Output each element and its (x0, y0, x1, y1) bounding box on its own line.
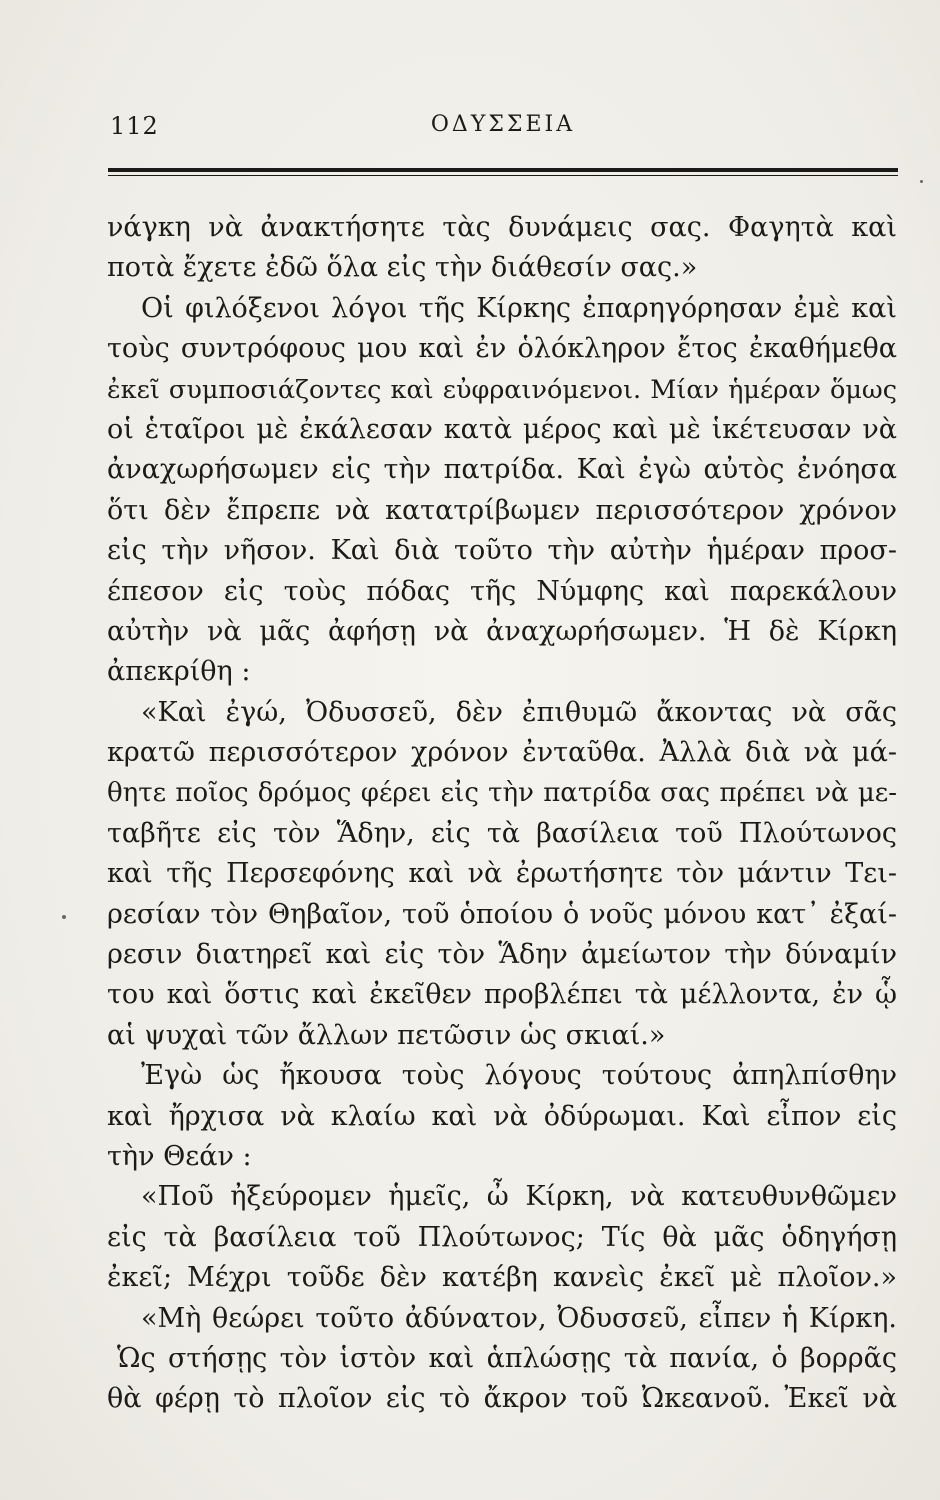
text-line: ἐκεῖ; Μέχρι τοῦδε δὲν κατέβη κανεὶς ἐκεῖ μὲ πλοῖον.» (107, 1262, 897, 1294)
running-title: ΟΔΥΣΣΕΙΑ (430, 112, 576, 137)
text-line: Ὡς στήσῃς τὸν ἱστὸν καὶ ἁπλώσῃς τὰ πανία, ὁ βορρᾶς (117, 1342, 897, 1374)
text-line: τοὺς συντρόφους μου καὶ ἐν ὁλόκληρον ἔτος ἐκαθήμεθα (107, 333, 897, 365)
page-number: 112 (110, 112, 159, 140)
paper-speck (920, 180, 923, 183)
text-line: αἱ ψυχαὶ τῶν ἄλλων πετῶσιν ὡς σκιαί.» (107, 1019, 666, 1051)
text-line: τὴν Θεάν : (107, 1140, 252, 1172)
text-line: «Μὴ θεώρει τοῦτο ἀδύνατον, Ὀδυσσεῦ, εἶπεν ἡ Κίρκη. (141, 1302, 897, 1334)
text-line: εἰς τὴν νῆσον. Καὶ διὰ τοῦτο τὴν αὐτὴν ἡμέραν προσ- (107, 535, 897, 567)
header-rule-thick (108, 168, 898, 172)
text-line: ἐκεῖ συμποσιάζοντες καὶ εὐφραινόμενοι. Μίαν ἡμέραν ὅμως (107, 374, 897, 405)
text-line: Οἱ φιλόξενοι λόγοι τῆς Κίρκης ἐπαρηγόρησαν ἐμὲ καὶ (141, 292, 897, 324)
text-line: ταβῆτε εἰς τὸν Ἅδην, εἰς τὰ βασίλεια τοῦ Πλούτωνος (107, 817, 897, 849)
text-line: ρεσιν διατηρεῖ καὶ εἰς τὸν Ἅδην ἀμείωτον τὴν δύναμίν (107, 939, 897, 971)
text-line: καὶ ἤρχισα νὰ κλαίω καὶ νὰ ὀδύρωμαι. Καὶ εἶπον εἰς (107, 1100, 897, 1132)
text-line: εἰς τὰ βασίλεια τοῦ Πλούτωνος; Τίς θὰ μᾶς ὁδηγήσῃ (107, 1221, 897, 1253)
text-line: έπεσον εἰς τοὺς πόδας τῆς Νύμφης καὶ παρεκάλουν (107, 575, 897, 607)
header-rule-thin (108, 175, 898, 176)
body-text (107, 208, 897, 1420)
text-line: ὅτι δὲν ἔπρεπε νὰ κατατρίβωμεν περισσότερον χρόνον (107, 494, 897, 526)
text-line: «Ποῦ ἠξεύρομεν ἡμεῖς, ὦ Κίρκη, νὰ κατευθυνθῶμεν (141, 1181, 897, 1213)
text-line: νάγκη νὰ ἀνακτήσητε τὰς δυνάμεις σας. Φαγητὰ καὶ (107, 212, 897, 243)
text-line: του καὶ ὅστις καὶ ἐκεῖθεν προβλέπει τὰ μέλλοντα, ἐν ᾧ (107, 979, 897, 1011)
text-line: αὐτὴν νὰ μᾶς ἀφήσῃ νὰ ἀναχωρήσωμεν. Ἡ δὲ Κίρκη (107, 615, 897, 647)
text-line: θὰ φέρῃ τὸ πλοῖον εἰς τὸ ἄκρον τοῦ Ὠκεανοῦ. Ἐκεῖ νὰ (107, 1383, 897, 1415)
text-line: ἀπεκρίθη : (107, 656, 251, 688)
text-line: Ἐγὼ ὡς ἤκουσα τοὺς λόγους τούτους ἀπηλπίσθην (141, 1060, 897, 1092)
paper-speck (62, 915, 66, 919)
page-header (110, 112, 896, 152)
text-line: ποτὰ ἔχετε ἐδῶ ὅλα εἰς τὴν διάθεσίν σας.» (107, 252, 698, 284)
text-line: θητε ποῖος δρόμος φέρει εἰς τὴν πατρίδα σας πρέπει νὰ με- (107, 778, 897, 809)
text-line: καὶ τῆς Περσεφόνης καὶ νὰ ἐρωτήσητε τὸν μάντιν Τει- (107, 858, 897, 890)
text-line: ἀναχωρήσωμεν εἰς τὴν πατρίδα. Καὶ ἐγὼ αὐτὸς ἐνόησα (107, 454, 897, 486)
text-line: κρατῶ περισσότερον χρόνον ἐνταῦθα. Ἀλλὰ διὰ νὰ μά- (107, 737, 897, 769)
text-line: «Καὶ ἐγώ, Ὀδυσσεῦ, δὲν ἐπιθυμῶ ἄκοντας νὰ σᾶς (141, 696, 897, 728)
text-line: οἱ ἑταῖροι μὲ ἐκάλεσαν κατὰ μέρος καὶ μὲ ἱκέτευσαν νὰ (107, 413, 897, 445)
text-line: ρεσίαν τὸν Θηβαῖον, τοῦ ὁποίου ὁ νοῦς μόνου κατ᾽ ἐξαί- (107, 898, 897, 930)
